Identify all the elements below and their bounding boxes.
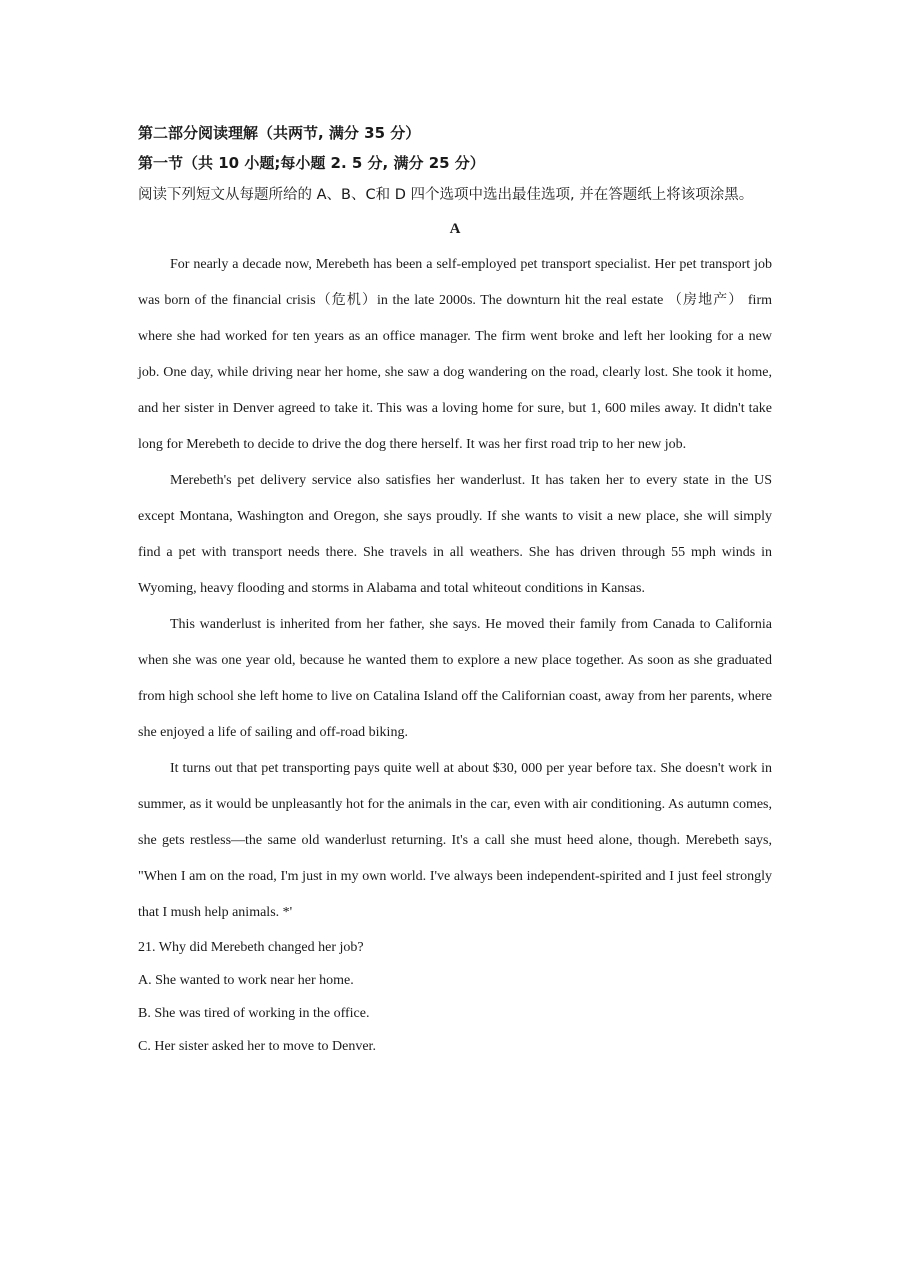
passage-paragraph-4: It turns out that pet transporting pays quite well at about $30, 000 per year before tax. She doesn't work in summer, as it would be unpleasantly hot for the animals in the car, even with air conditioning. As autumn comes, she gets restless—the same old wanderlust returning. It's a call she must heed alone, though. Merebeth says, "When I am on the road, I'm just in my own world. I've always been independent-spirited and I just feel strongly that I mush help animals. *' — [138, 761, 772, 920]
question-option-c: C. Her sister asked her to move to Denver. — [138, 1039, 376, 1054]
question-option-a: A. She wanted to work near her home. — [138, 973, 354, 988]
exam-page — [138, 118, 772, 1063]
passage-paragraph-3: This wanderlust is inherited from her father, she says. He moved their family from Canada to California when she was one year old, because he wanted them to explore a new place together. As soon as she graduated from high school she left home to live on Catalina Island off the Californian coast, away from her parents, where she enjoyed a life of sailing and off-road biking. — [138, 617, 772, 740]
passage-paragraph-2: Merebeth's pet delivery service also satisfies her wanderlust. It has taken her to every state in the US except Montana, Washington and Oregon, she says proudly. If she wants to visit a new place, she will simply find a pet with transport needs there. She travels in all weathers. She has driven through 55 mph winds in Wyoming, heavy flooding and storms in Alabama and total whiteout conditions in Kansas. — [138, 473, 772, 596]
passage-letter: A — [449, 221, 461, 237]
passage-paragraph-1: For nearly a decade now, Merebeth has been a self-employed pet transport specialist. Her pet transport job was born of the financial crisis（危机）in the late 2000s. The downturn hit the real estate （房地产） firm where she had worked for ten years as an office manager. The firm went broke and left her looking for a new job. One day, while driving near her home, she saw a dog wandering on the road, clearly lost. She took it home, and her sister in Denver agreed to take it. This was a loving home for sure, but 1, 600 miles away. It didn't take long for Merebeth to decide to drive the dog there herself. It was her first road trip to her new job. — [138, 257, 772, 452]
subsection-heading: 第一节（共 10 小题;每小题 2. 5 分, 满分 25 分） — [138, 154, 485, 172]
section-heading: 第二部分阅读理解（共两节, 满分 35 分） — [138, 124, 421, 142]
question-option-b: B. She was tired of working in the office. — [138, 1006, 370, 1021]
question-stem: 21. Why did Merebeth changed her job? — [138, 940, 364, 955]
instruction-text: 阅读下列短文从每题所给的 A、B、C和 D 四个选项中选出最佳选项, 并在答题纸上将该项涂黑。 — [138, 187, 754, 203]
